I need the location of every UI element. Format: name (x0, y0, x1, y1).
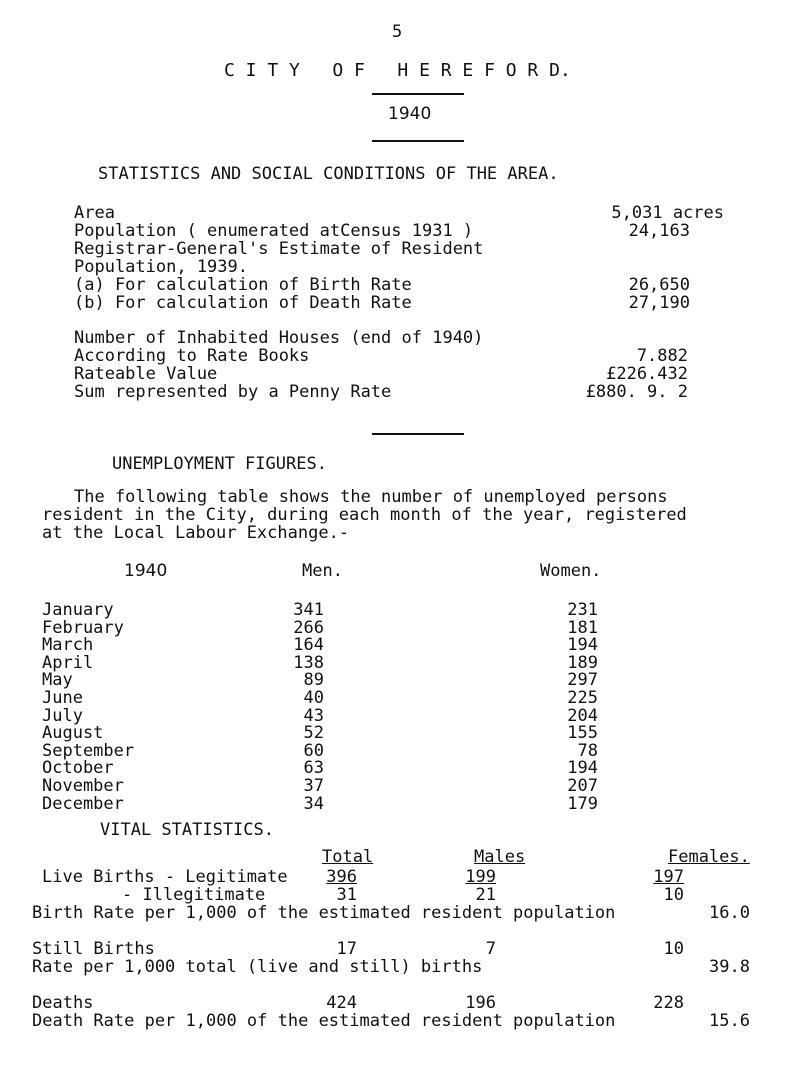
still-births-total: 17 (336, 939, 357, 959)
unemployment-intro-1: The following table shows the number of unemployed persons (74, 487, 668, 507)
still-births-females: 10 (663, 939, 684, 959)
women-cell: 207 (567, 776, 598, 796)
men-cell: 89 (303, 670, 324, 691)
still-births-males: 7 (485, 939, 496, 959)
month-cell: June (42, 688, 83, 708)
deaths-total: 424 (326, 993, 357, 1013)
women-cell: 297 (567, 670, 598, 691)
month-cell: March (42, 635, 94, 656)
men-cell: 52 (303, 723, 324, 744)
month-cell: April (42, 652, 94, 673)
men-cell: 164 (293, 635, 324, 656)
penny-rate-value: £880. 9. 2 (585, 382, 688, 402)
estimate-label-2: Population, 1939. (74, 257, 248, 277)
month-cell: July (42, 705, 83, 726)
month-cell: September (42, 740, 135, 761)
table-header-men: Men. (302, 561, 343, 581)
women-cell: 181 (567, 617, 598, 638)
women-cell: 194 (567, 758, 598, 779)
still-rate-value: 39.8 (709, 957, 750, 977)
table-header-year: 1940 (124, 561, 168, 581)
month-cell: August (42, 723, 104, 744)
death-rate-value: 15.6 (709, 1011, 750, 1031)
still-rate-label: Rate per 1,000 total (live and still) births (32, 957, 483, 977)
month-cell: February (42, 617, 124, 638)
death-calc-label: (b) For calculation of Death Rate (74, 293, 412, 313)
vital-title: VITAL STATISTICS. (100, 820, 274, 840)
month-cell: January (42, 600, 114, 620)
rateable-value: £226.432 (606, 364, 688, 384)
houses-label: Number of Inhabited Houses (end of 1940) (74, 328, 484, 348)
women-cell: 194 (567, 635, 598, 656)
legit-label: Live Births - Legitimate (42, 867, 288, 887)
men-cell: 341 (293, 600, 324, 620)
illegit-label: - Illegitimate (122, 885, 266, 905)
unemployment-intro-2: resident in the City, during each month of the year, registered (42, 505, 687, 525)
divider-middle (372, 433, 464, 435)
year-heading: 1940 (388, 104, 432, 124)
page-number: 5 (392, 22, 403, 42)
men-cell: 34 (303, 793, 324, 814)
penny-rate-label: Sum represented by a Penny Rate (74, 382, 392, 402)
birth-rate-label: Birth Rate per 1,000 of the estimated resident population (32, 903, 616, 923)
legit-females: 197 (653, 867, 684, 887)
table-row (0, 794, 800, 814)
men-cell: 37 (303, 776, 324, 796)
divider-top (372, 93, 464, 95)
still-births-label: Still Births (32, 939, 155, 959)
legit-total: 396 (326, 867, 357, 887)
women-cell: 189 (567, 652, 598, 673)
estimate-label-1: Registrar-General's Estimate of Resident (74, 239, 484, 259)
divider-year (372, 140, 464, 142)
rate-books-value: 7.882 (636, 346, 688, 366)
month-cell: October (42, 758, 114, 779)
rateable-label: Rateable Value (74, 364, 218, 384)
area-value: 5,031 acres (611, 203, 724, 223)
women-cell: 231 (567, 600, 598, 620)
col-males: Males (474, 847, 526, 867)
illegit-males: 21 (475, 885, 496, 905)
illegit-total: 31 (336, 885, 357, 905)
month-cell: May (42, 670, 73, 691)
legit-males: 199 (465, 867, 496, 887)
birth-calc-value: 26,650 (628, 275, 690, 295)
birth-calc-label: (a) For calculation of Birth Rate (74, 275, 412, 295)
death-calc-value: 27,190 (628, 293, 690, 313)
section-title: STATISTICS AND SOCIAL CONDITIONS OF THE AREA. (98, 164, 559, 184)
men-cell: 266 (293, 617, 324, 638)
birth-rate-value: 16.0 (709, 903, 750, 923)
city-title: C I T Y O F H E R E F O R D. (224, 60, 571, 81)
col-total: Total (322, 847, 374, 867)
deaths-females: 228 (653, 993, 684, 1013)
unemployment-title: UNEMPLOYMENT FIGURES. (112, 454, 327, 474)
illegit-females: 10 (663, 885, 684, 905)
population-value: 24,163 (628, 221, 690, 241)
men-cell: 43 (303, 705, 324, 726)
men-cell: 63 (303, 758, 324, 779)
rate-books-label: According to Rate Books (74, 346, 310, 366)
table-header-women: Women. (540, 561, 602, 581)
women-cell: 179 (567, 793, 598, 814)
death-rate-label: Death Rate per 1,000 of the estimated resident population (32, 1011, 616, 1031)
women-cell: 78 (577, 740, 598, 761)
unemployment-intro-3: at the Local Labour Exchange.- (42, 523, 350, 543)
deaths-males: 196 (465, 993, 496, 1013)
population-label: Population ( enumerated atCensus 1931 ) (74, 221, 474, 241)
col-females: Females. (668, 847, 750, 867)
month-cell: December (42, 793, 124, 814)
deaths-label: Deaths (32, 993, 94, 1013)
month-cell: November (42, 776, 124, 796)
women-cell: 225 (567, 688, 598, 708)
women-cell: 204 (567, 705, 598, 726)
men-cell: 40 (303, 688, 324, 708)
area-label: Area (74, 203, 115, 223)
men-cell: 60 (303, 740, 324, 761)
men-cell: 138 (293, 652, 324, 673)
women-cell: 155 (567, 723, 598, 744)
